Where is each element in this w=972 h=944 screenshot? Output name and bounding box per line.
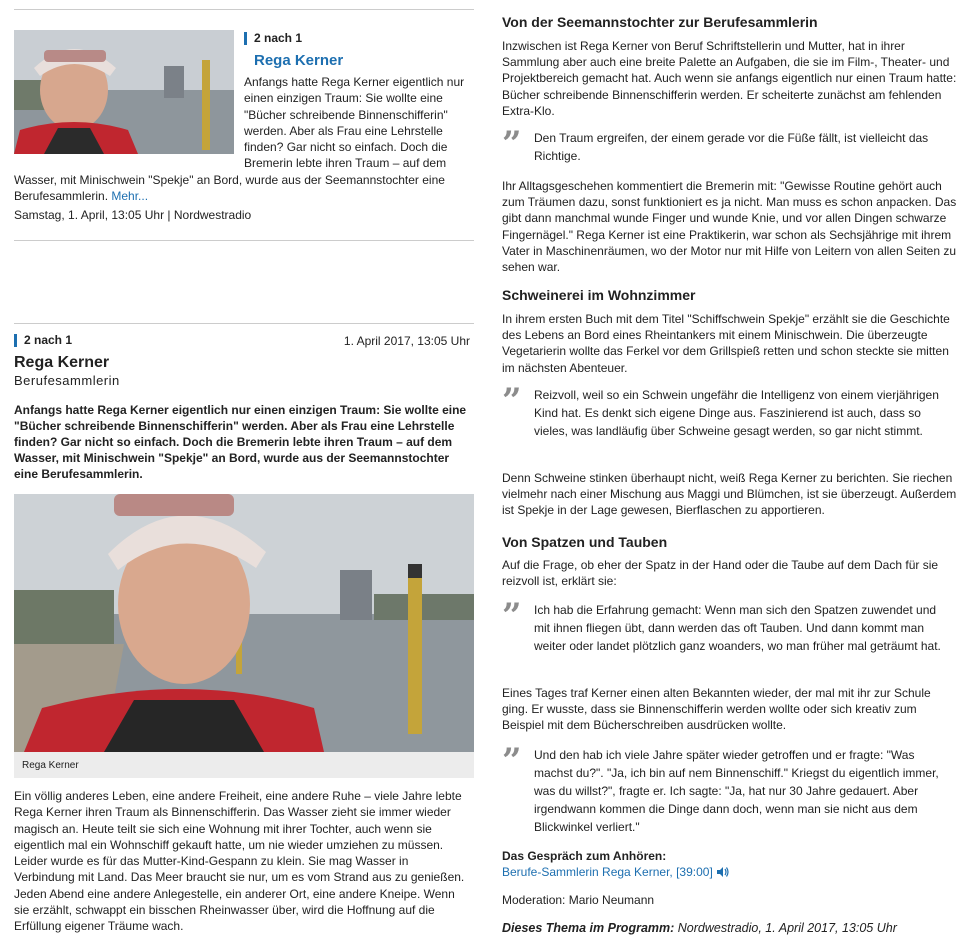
article-photo-illustration <box>14 494 474 752</box>
article-lead: Anfangs hatte Rega Kerner eigentlich nur einen einzigen Traum: Sie wollte eine "Bücher schreibende Binnenschifferin" werden. Aber als Frau eine Lehrstelle finden? Gar nicht so einfach. Doch die Bremerin lebte ihren Traum – auf dem Wasser, mit Minischwein "Spekje" an Bord, wurde aus der Seemannstochter eine Berufesammlerin. <box>14 403 467 482</box>
article-body: Ein völlig anderes Leben, eine andere Freiheit, eine andere Ruhe – viele Jahre lebte Rega Kerner ihren Traum als Binnenschifferin. Das Wasser zieht sie immer wieder magisch an. Heute teilt sie sich eine Wohnung mit ihrer Tochter, auch wenn sie eigentlich mal ein Wohnschiff gekauft hatte, um nie wieder umziehen zu müssen. Leider wurde es für das Mutter-Kind-Gespann zu klein. Sie mag Wasser in Verbindung mit Land. Das Meer braucht sie nur, um es vom Strand aus zu genießen. Jeden Abend eine andere Anlegestelle, ein anderer Ort, eine andere Kneipe. Wenn sie erzählt, schwappt ein bisschen Rheinwasser über, wird die Hoffnung auf die Erfüllung eigener Träume wach. <box>14 789 465 934</box>
teaser-title-link[interactable]: Rega Kerner <box>254 52 344 69</box>
teaser-text-body: Anfangs hatte Rega Kerner eigentlich nur einen einzigen Traum: Sie wollte eine "Bücher schreibende Binnenschifferin" werden. Aber als Frau eine Lehrstelle finden? Gar nicht so einfach. Doch die Bremerin lebte ihren Traum – auf dem Wasser, mit Minischwein "Spekje" an Bord, wurde aus der Seemannstochter eine Berufesammlerin. <box>14 75 465 204</box>
quote-3-text: Ich hab die Erfahrung gemacht: Wenn man sich den Spatzen zuwendet und mit ihnen fliegen übt, dann werden das oft Tauben. Und dann kommt man weiter oder landet plötzlich ganz woanders, wo man früher mal geträumt hat. <box>534 603 941 653</box>
speaker-icon[interactable] <box>717 865 729 881</box>
quote-2-text: Reizvoll, weil so ein Schwein ungefähr die Intelligenz von einem vierjährigen Kind hat. Es denkt sich eigene Dinge aus. Faszinierend ist auch, dass so vieles, was landläufig über Schweine gesagt werden, so gar nicht stimmt. <box>534 388 939 438</box>
article-date: 1. April 2017, 13:05 Uhr <box>343 334 470 348</box>
program-info <box>502 920 958 936</box>
paragraph-2: Ihr Alltagsgeschehen kommentiert die Bremerin mit: "Gewisse Routine gehört auch zum Träumen dazu, sonst funktioniert es ja nicht. Man muss es schon anpacken. Das gibt dann manchmal wunde Finger und wunde Knie, und vor allen Dingen schwarze Fingernägel." Rega Kerner ist eine Praktikerin, war schon als Sechsjährige mit ihrem Vater in Maschinenräumen, wo der Motor nur mit Hilfe von Leitern von allen Seiten zu sehen war. <box>502 179 957 275</box>
moderation: Moderation: Mario Neumann <box>502 893 655 907</box>
quote-1-text: Den Traum ergreifen, der einem gerade vor die Füße fällt, ist vielleicht das Richtige. <box>534 131 929 163</box>
section-heading-2: Schweinerei im Wohnzimmer <box>502 287 696 303</box>
quote-icon: ” <box>502 741 519 781</box>
paragraph-3: In ihrem ersten Buch mit dem Titel "Schiffschwein Spekje" erzählt sie die Geschichte des Lebens an Bord eines Rheintankers mit einem Minischwein. Die überzeugte Vegetarierin wollte das Ferkel vor dem Grillspieß retten und schon steckte sie mitten im nächsten Abenteuer. <box>502 312 950 375</box>
article-photo <box>14 494 474 752</box>
quote-icon: ” <box>502 381 519 421</box>
teaser-kicker: 2 nach 1 <box>244 32 302 45</box>
article-photo-caption: Rega Kerner <box>14 752 474 778</box>
audio-label: Das Gespräch zum Anhören: <box>502 849 667 863</box>
more-link[interactable]: Mehr... <box>111 189 149 204</box>
article-title: Rega Kerner <box>14 354 110 371</box>
audio-link[interactable]: Berufe-Sammlerin Rega Kerner, [39:00] <box>502 865 713 880</box>
audio-block <box>502 848 958 881</box>
quote-4-text: Und den hab ich viele Jahre später wieder getroffen und er fragte: "Was machst du?". "Ja, ich bin auf nem Binnenschiff." Kriegst du eigentlich immer, was du willst?", fragte er. Ich sagte: "Ja, hat nur 30 Jahre gedauert. Aber irgendwann kommen die Dinge dann doch, wenn man sie nicht aus dem Blickwinkel verliert." <box>534 748 939 834</box>
section-heading-1: Von der Seemannstochter zur Berufesammlerin <box>502 14 818 30</box>
teaser-meta: Samstag, 1. April, 13:05 Uhr | Nordwestradio <box>14 208 252 222</box>
program-text: Nordwestradio, 1. April 2017, 13:05 Uhr <box>674 921 897 935</box>
section-heading-3: Von Spatzen und Tauben <box>502 534 668 550</box>
program-label: Dieses Thema im Programm: <box>502 921 675 935</box>
quote-icon: ” <box>502 596 519 636</box>
teaser-text <box>14 74 466 204</box>
teaser-box <box>14 9 474 241</box>
quote-icon: ” <box>502 124 519 164</box>
paragraph-5: Auf die Frage, ob eher der Spatz in der Hand oder die Taube auf dem Dach für sie reizvoll ist, erklärt sie: <box>502 558 939 589</box>
paragraph-1: Inzwischen ist Rega Kerner von Beruf Schriftstellerin und Mutter, hat in ihrer Sammlung aber auch eine breite Palette an Aufgaben, die sie im Film-, Theater- und Projektbereich gemacht hat. Auch wenn sie anfangs eigentlich nur einen Traum hatte: Bücher schreibende Binnenschifferin werden. Er scheiterte zunächst am fehlenden Extra-Klo. <box>502 39 957 118</box>
article-kicker: 2 nach 1 <box>14 334 72 347</box>
paragraph-4: Denn Schweine stinken überhaupt nicht, weiß Rega Kerner zu berichten. Sie riechen vielmehr nach einer Mischung aus Maggi und Blümchen, ist sie überzeugt. Außerdem ist Spekje in der Lage gewesen, Bierflaschen zu apportieren. <box>502 471 957 518</box>
article <box>14 323 474 934</box>
paragraph-6: Eines Tages traf Kerner einen alten Bekannten wieder, der mal mit ihr zur Schule ging. Er wusste, dass sie Binnenschifferin werden wollte oder sich kreativ zum Beispiel mit dem Bücherschreiben ausdrücken wollte. <box>502 686 931 733</box>
article-subtitle: Berufesammlerin <box>14 373 120 388</box>
